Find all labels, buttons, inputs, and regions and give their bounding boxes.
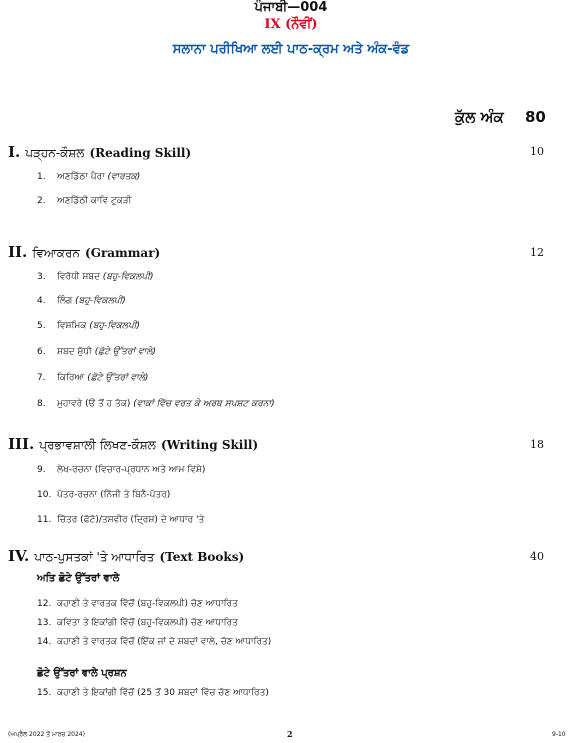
section-title: ਪ੍ਰਭਾਵਸ਼ਾਲੀ ਲਿਖਣ-ਕੌਸ਼ਲ bbox=[39, 438, 156, 452]
item-number: 2. bbox=[37, 196, 46, 206]
list-item bbox=[37, 599, 238, 609]
section-title-en: (Grammar) bbox=[85, 246, 161, 260]
item-text: ਕਹਾਣੀ ਤੇ ਵਾਰਤਕ ਵਿੱਚੋਂ (ਬਹੁ-ਵਿਕਲਪੀ) ਚੋਣ ਆਧਾਰਿਤ bbox=[57, 599, 238, 609]
item-text: ਲੇਖ-ਰਚਨਾ (ਵਿਚਾਰ-ਪ੍ਰਧਾਨ ਅਤੇ ਆਮ ਵਿਸ਼ੇ) bbox=[57, 465, 206, 475]
footer-date-range: (ਅਪ੍ਰੈਲ 2022 ਤੋਂ ਮਾਰਚ 2024) bbox=[8, 731, 85, 738]
item-text: ਲਿੰਗ bbox=[57, 296, 73, 306]
item-text: ਮੁਹਾਵਰੇ (ੳ ਤੋਂ ਹ ਤੱਕ) bbox=[57, 399, 131, 409]
item-note: (ਵਾਕਾਂ ਵਿੱਚ ਵਰਤ ਕੇ ਅਰਥ ਸਪਸ਼ਟ ਕਰਨਾ) bbox=[133, 399, 275, 409]
section-title: ਵਿਆਕਰਨ bbox=[32, 246, 80, 260]
item-note: (ਬਹੁ-ਵਿਕਲਪੀ) bbox=[102, 272, 154, 282]
list-item bbox=[37, 373, 148, 383]
footer-class-range: 9-10 bbox=[552, 731, 566, 738]
item-text: ਕਹਾਣੀ ਤੇ ਵਾਰਤਕ ਵਿੱਚੋਂ (ਇੱਕ ਜਾਂ ਦੋ ਸ਼ਬਦਾਂ ਵਾਲੇ, ਚੋਣ ਆਧਾਰਿਤ) bbox=[57, 637, 272, 647]
item-text: ਕਿਰਿਆ bbox=[57, 373, 85, 383]
item-number: 12. bbox=[37, 599, 52, 609]
total-marks-value: 80 bbox=[525, 108, 546, 126]
section-number: I. bbox=[8, 143, 21, 161]
item-number: 10. bbox=[37, 490, 52, 500]
item-number: 9. bbox=[37, 465, 46, 475]
list-item bbox=[37, 321, 140, 331]
item-number: 7. bbox=[37, 373, 46, 383]
class-heading: IX (ਨੌਵੀਂ) bbox=[264, 17, 318, 32]
item-number: 1. bbox=[37, 172, 46, 182]
item-number: 8. bbox=[37, 399, 46, 409]
section-number: III. bbox=[8, 435, 35, 453]
section-marks: 40 bbox=[530, 550, 544, 563]
item-text: ਕਵਿਤਾ ਤੇ ਇਕਾਂਗੀ ਵਿੱਚੋਂ (ਬਹੁ-ਵਿਕਲਪੀ) ਚੋਣ ਆਧਾਰਿਤ bbox=[57, 618, 238, 628]
item-number: 13. bbox=[37, 618, 52, 628]
item-text: ਕਹਾਣੀ ਤੇ ਇਕਾਂਗੀ ਵਿੱਚੋਂ (25 ਤੋਂ 30 ਸ਼ਬਦਾਂ ਵਿੱਚ ਚੋਣ ਆਧਾਰਿਤ) bbox=[57, 688, 269, 698]
section-number: II. bbox=[8, 243, 28, 261]
item-number: 14. bbox=[37, 637, 52, 647]
subheading: ਛੋਟੇ ਉੱਤਰਾਂ ਵਾਲੇ ਪ੍ਰਸ਼ਨ bbox=[37, 668, 127, 679]
section-title-en: (Reading Skill) bbox=[89, 146, 192, 160]
item-note: (ਬਹੁ-ਵਿਕਲਪੀ) bbox=[75, 296, 126, 306]
list-item bbox=[37, 196, 131, 206]
item-text: ਵਿਸ਼ਮਿਕ bbox=[57, 321, 87, 331]
list-item bbox=[37, 515, 204, 525]
subject-code: ਪੰਜਾਬੀ—004 bbox=[254, 0, 328, 15]
page-number: 2 bbox=[287, 729, 293, 739]
item-text: ਵਿਰੋਧੀ ਸ਼ਬਦ bbox=[57, 272, 100, 282]
item-text: ਅਣਡਿੱਠਾ ਪੈਰਾ bbox=[57, 172, 105, 182]
item-text: ਸ਼ਬਦ ਸ਼ੁੱਧੀ bbox=[57, 347, 92, 357]
subheading: ਅਤਿ ਛੋਟੇ ਉੱਤਰਾਂ ਵਾਲੇ bbox=[37, 573, 120, 584]
list-item bbox=[37, 490, 170, 500]
section-marks: 18 bbox=[530, 438, 544, 451]
section-heading bbox=[8, 142, 191, 161]
item-note: (ਵਾਰਤਕ) bbox=[107, 172, 141, 182]
list-item bbox=[37, 399, 275, 409]
list-item bbox=[37, 688, 269, 698]
item-note: (ਛੋਟੇ ਉੱਤਰਾਂ ਵਾਲੇ) bbox=[94, 347, 156, 357]
section-title-en: (Text Books) bbox=[159, 550, 245, 564]
list-item bbox=[37, 347, 156, 357]
section-title: ਪਾਠ-ਪੁਸਤਕਾਂ 'ਤੇ ਆਧਾਰਿਤ bbox=[34, 550, 155, 564]
section-number: IV. bbox=[8, 547, 30, 565]
item-number: 4. bbox=[37, 296, 46, 306]
list-item bbox=[37, 172, 140, 182]
section-title-en: (Writing Skill) bbox=[160, 438, 259, 452]
section-heading bbox=[8, 546, 244, 565]
list-item bbox=[37, 637, 271, 647]
section-heading bbox=[8, 242, 160, 261]
document-title: ਸਲਾਨਾ ਪਰੀਖਿਆ ਲਈ ਪਾਠ-ਕ੍ਰਮ ਅਤੇ ਅੰਕ-ਵੰਡ bbox=[172, 42, 410, 57]
total-marks-label: ਕੁੱਲ ਅੰਕ bbox=[455, 108, 504, 126]
section-marks: 10 bbox=[530, 145, 544, 158]
section-heading bbox=[8, 434, 258, 453]
list-item bbox=[37, 296, 126, 306]
item-number: 6. bbox=[37, 347, 46, 357]
item-note: (ਬਹੁ-ਵਿਕਲਪੀ) bbox=[89, 321, 141, 331]
list-item bbox=[37, 465, 205, 475]
list-item bbox=[37, 618, 238, 628]
item-number: 3. bbox=[37, 272, 46, 282]
section-title: ਪੜ੍ਹਨ-ਕੌਸ਼ਲ bbox=[25, 146, 85, 160]
item-number: 15. bbox=[37, 688, 52, 698]
item-note: (ਛੋਟੇ ਉੱਤਰਾਂ ਵਾਲੇ) bbox=[87, 373, 149, 383]
item-text: ਅਣਡਿੱਠੀ ਕਾਵਿ ਟੁਕੜੀ bbox=[57, 196, 132, 206]
list-item bbox=[37, 272, 153, 282]
item-text: ਚਿੱਤਰ (ਫੋਟੋ)/ਤਸਵੀਰ (ਦ੍ਰਿਸ਼) ਦੇ ਆਧਾਰ 'ਤੇ bbox=[57, 515, 205, 525]
item-text: ਪੱਤਰ-ਰਚਨਾ (ਨਿੱਜੀ ਤੇ ਬਿਨੈ-ਪੱਤਰ) bbox=[57, 490, 171, 500]
item-number: 5. bbox=[37, 321, 46, 331]
section-marks: 12 bbox=[530, 246, 544, 259]
item-number: 11. bbox=[37, 515, 52, 525]
